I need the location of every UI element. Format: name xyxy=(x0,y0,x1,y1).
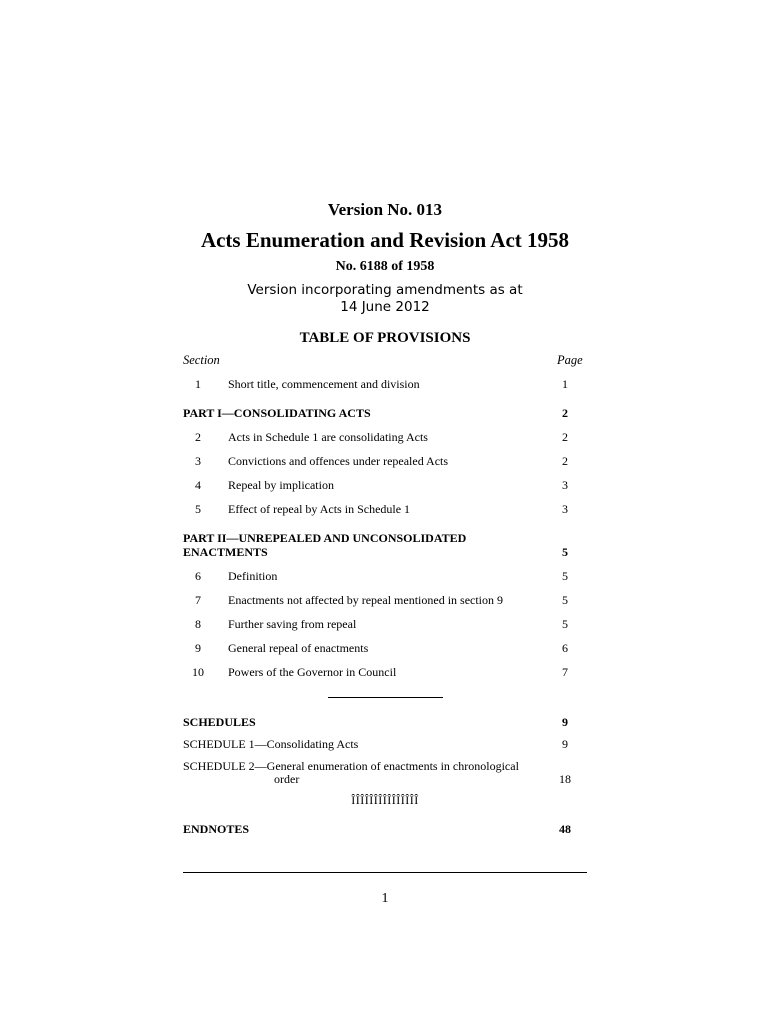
page-ref: 6 xyxy=(562,641,568,655)
section-column-label: Section xyxy=(183,353,220,367)
version-number: Version No. 013 xyxy=(327,200,443,219)
section-title: Enactments not affected by repeal mentioned in section 9 xyxy=(228,593,504,607)
section-title: Short title, commencement and division xyxy=(228,377,420,391)
section-title: Repeal by implication xyxy=(228,478,334,492)
page-column-label: Page xyxy=(557,353,583,367)
section-number: 5 xyxy=(195,502,201,516)
toc-row[interactable] xyxy=(0,617,770,633)
toc-row[interactable] xyxy=(0,377,770,393)
section-number: 7 xyxy=(195,593,201,607)
toc-heading: TABLE OF PROVISIONS xyxy=(299,330,471,346)
act-number: No. 6188 of 1958 xyxy=(335,259,435,274)
toc-row[interactable] xyxy=(0,454,770,470)
toc-row[interactable] xyxy=(0,478,770,494)
page-ref: 5 xyxy=(562,569,568,583)
section-title: General repeal of enactments xyxy=(228,641,369,655)
schedule-2-entry[interactable]: SCHEDULE 2—General enumeration of enactments in chronological xyxy=(183,759,519,773)
toc-row[interactable] xyxy=(0,641,770,657)
page-ref: 3 xyxy=(562,502,568,516)
page-ref: 2 xyxy=(562,430,568,444)
toc-row[interactable] xyxy=(0,430,770,446)
page-ref: 5 xyxy=(562,593,568,607)
version-date xyxy=(0,282,770,316)
page-ref: 5 xyxy=(562,545,568,559)
section-number: 8 xyxy=(195,617,201,631)
toc-row[interactable] xyxy=(0,593,770,609)
version-incorporating-line: Version incorporating amendments as at xyxy=(247,282,523,298)
endnotes-heading[interactable]: ENDNOTES xyxy=(183,822,250,836)
page-ref: 5 xyxy=(562,617,568,631)
page-ref: 9 xyxy=(562,715,568,729)
section-number: 2 xyxy=(195,430,201,444)
page-ref: 48 xyxy=(559,822,571,836)
page-ref: 3 xyxy=(562,478,568,492)
toc-row[interactable] xyxy=(0,502,770,518)
page-ref: 2 xyxy=(562,406,568,420)
section-number: 4 xyxy=(195,478,201,492)
page-number: 1 xyxy=(381,891,389,906)
act-title: Acts Enumeration and Revision Act 1958 xyxy=(200,228,570,252)
ornamental-divider: ÎÎÎÎÎÎÎÎÎÎÎÎÎÎÎ xyxy=(351,793,419,807)
part-heading[interactable]: PART I—CONSOLIDATING ACTS xyxy=(183,406,371,420)
part-heading[interactable]: PART II—UNREPEALED AND UNCONSOLIDATED xyxy=(183,531,467,545)
page-ref: 9 xyxy=(562,737,568,751)
page-ref: 18 xyxy=(559,772,571,786)
page-ref: 7 xyxy=(562,665,568,679)
schedule-2-entry-continued[interactable]: order xyxy=(274,772,300,786)
section-divider xyxy=(328,697,443,698)
section-number: 3 xyxy=(195,454,201,468)
page-ref: 2 xyxy=(562,454,568,468)
section-title: Powers of the Governor in Council xyxy=(228,665,397,679)
section-title: Further saving from repeal xyxy=(228,617,357,631)
section-title: Acts in Schedule 1 are consolidating Acts xyxy=(228,430,428,444)
section-title: Definition xyxy=(228,569,278,583)
schedule-1-entry[interactable]: SCHEDULE 1—Consolidating Acts xyxy=(183,737,359,751)
toc-row[interactable] xyxy=(0,665,770,681)
section-number: 1 xyxy=(195,377,201,391)
section-title: Effect of repeal by Acts in Schedule 1 xyxy=(228,502,411,516)
section-number: 10 xyxy=(192,665,204,679)
section-title: Convictions and offences under repealed Acts xyxy=(228,454,449,468)
section-number: 6 xyxy=(195,569,201,583)
page-ref: 1 xyxy=(562,377,568,391)
part-heading-continued[interactable]: ENACTMENTS xyxy=(183,545,268,559)
toc-row[interactable] xyxy=(0,569,770,585)
version-date-line: 14 June 2012 xyxy=(340,299,430,315)
section-number: 9 xyxy=(195,641,201,655)
footer-rule xyxy=(183,872,587,873)
schedules-heading[interactable]: SCHEDULES xyxy=(183,715,256,729)
